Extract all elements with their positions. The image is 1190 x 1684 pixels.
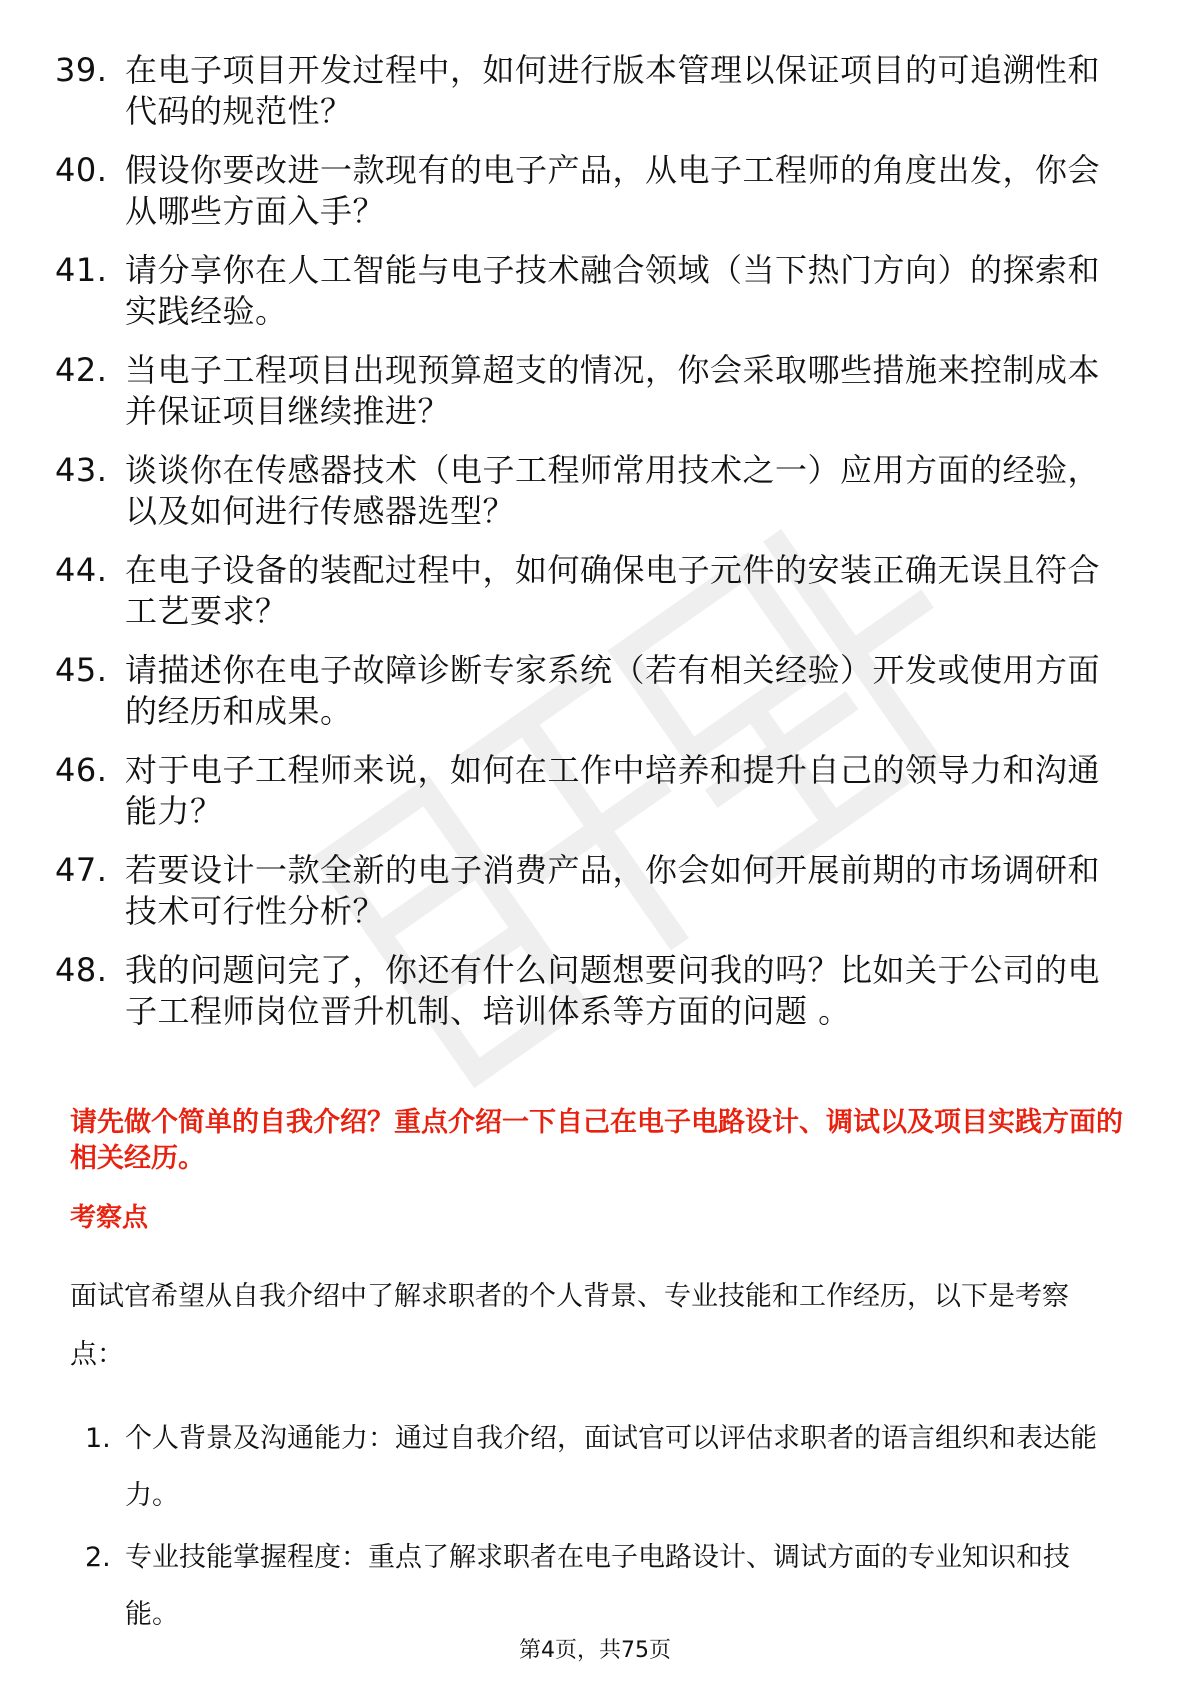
focus-label: 考察点	[70, 1203, 149, 1233]
question-number: 46.	[55, 751, 108, 789]
question-text: 当电子工程项目出现预算超支的情况，你会采取哪些措施来控制成本并保证项目继续推进？	[125, 351, 1101, 430]
question-item	[0, 850, 1190, 932]
question-text: 请分享你在人工智能与电子技术融合领域（当下热门方向）的探索和实践经验。	[125, 251, 1101, 330]
question-text: 在电子设备的装配过程中，如何确保电子元件的安装正确无误且符合工艺要求？	[125, 551, 1101, 630]
question-text: 对于电子工程师来说，如何在工作中培养和提升自己的领导力和沟通能力？	[125, 751, 1101, 830]
question-number: 43.	[55, 451, 108, 489]
question-text: 我的问题问完了，你还有什么问题想要问我的吗？比如关于公司的电子工程师岗位晋升机制、培训体系等方面的问题 。	[125, 951, 1101, 1030]
question-text: 若要设计一款全新的电子消费产品，你会如何开展前期的市场调研和技术可行性分析？	[125, 851, 1101, 930]
question-item	[0, 650, 1190, 732]
question-number: 42.	[55, 351, 108, 389]
question-item	[0, 250, 1190, 332]
question-number: 39.	[55, 51, 108, 89]
question-item	[0, 450, 1190, 532]
question-number: 48.	[55, 951, 108, 989]
question-text: 谈谈你在传感器技术（电子工程师常用技术之一）应用方面的经验，以及如何进行传感器选型？	[125, 451, 1101, 530]
question-item	[0, 50, 1190, 132]
focus-point-list	[0, 1410, 1190, 1648]
question-list	[0, 50, 1190, 1050]
question-number: 41.	[55, 251, 108, 289]
question-item	[0, 150, 1190, 232]
question-item	[0, 550, 1190, 632]
question-item	[0, 750, 1190, 832]
question-number: 45.	[55, 651, 108, 689]
focus-point-text: 专业技能掌握程度：重点了解求职者在电子电路设计、调试方面的专业知识和技能。	[125, 1542, 1070, 1630]
focus-point-number: 2.	[85, 1542, 111, 1573]
question-text: 假设你要改进一款现有的电子产品，从电子工程师的角度出发，你会从哪些方面入手？	[125, 151, 1101, 230]
question-text: 请描述你在电子故障诊断专家系统（若有相关经验）开发或使用方面的经历和成果。	[125, 651, 1101, 730]
section-title: 请先做个简单的自我介绍？重点介绍一下自己在电子电路设计、调试以及项目实践方面的相关经历。	[70, 1107, 1123, 1174]
question-item	[0, 350, 1190, 432]
page-number-footer: 第4页，共75页	[519, 1638, 671, 1663]
focus-point-item	[0, 1529, 1190, 1643]
focus-point-item	[0, 1410, 1190, 1524]
question-number: 44.	[55, 551, 108, 589]
question-number: 47.	[55, 851, 108, 889]
focus-point-text: 个人背景及沟通能力：通过自我介绍，面试官可以评估求职者的语言组织和表达能力。	[125, 1423, 1097, 1511]
focus-point-number: 1.	[85, 1423, 111, 1454]
question-text: 在电子项目开发过程中，如何进行版本管理以保证项目的可追溯性和代码的规范性？	[125, 51, 1101, 130]
question-number: 40.	[55, 151, 108, 189]
intro-paragraph: 面试官希望从自我介绍中了解求职者的个人背景、专业技能和工作经历，以下是考察点：	[70, 1281, 1069, 1370]
question-item	[0, 950, 1190, 1032]
